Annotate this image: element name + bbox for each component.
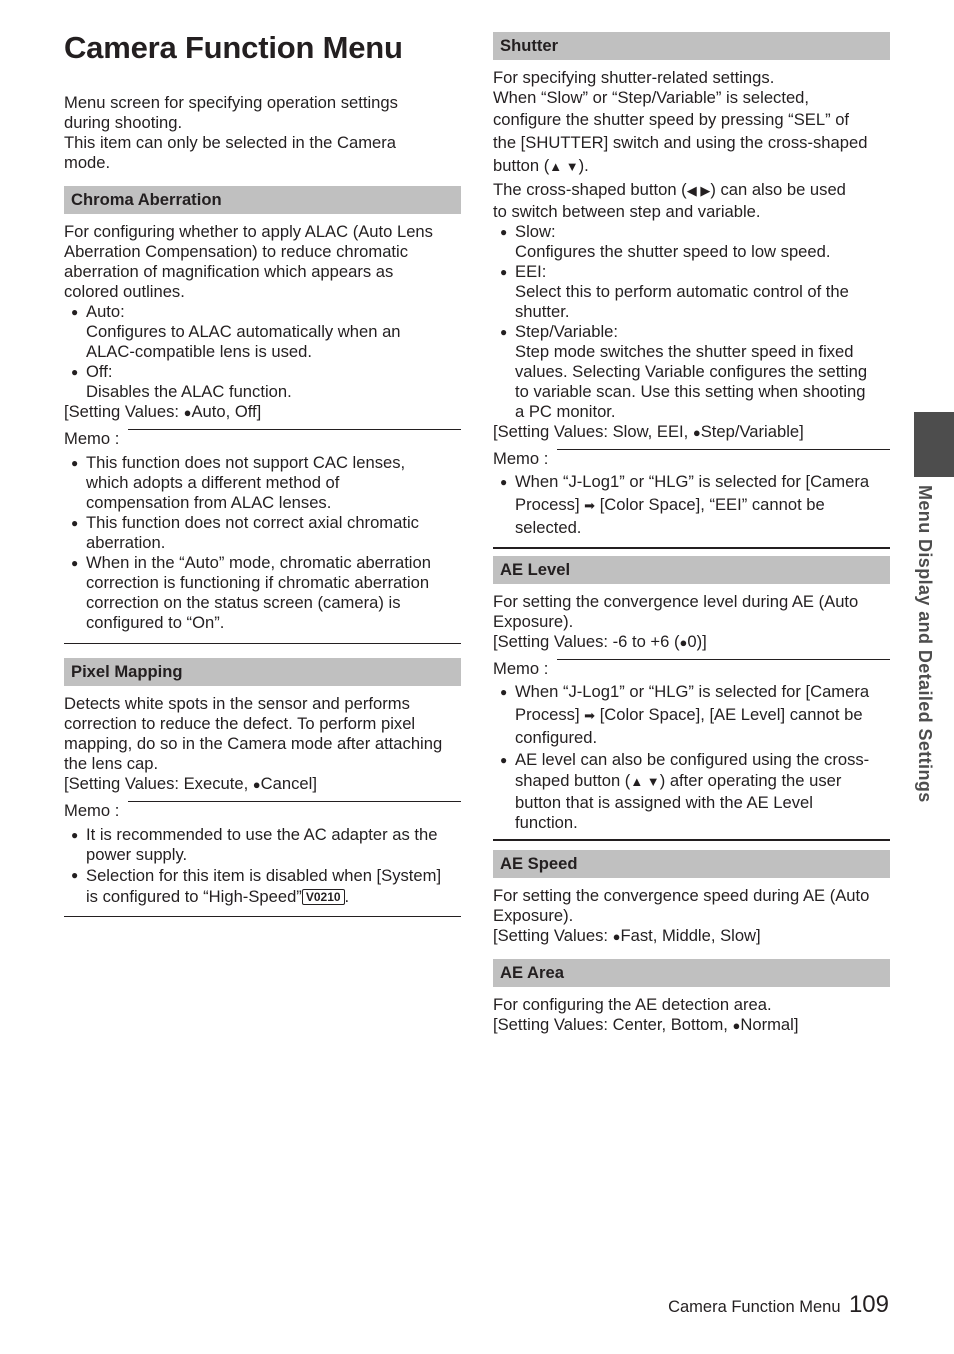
bullet-icon: ●: [71, 556, 79, 570]
bullet-icon: ●: [71, 516, 79, 530]
desc-line: When “Slow” or “Step/Variable” is selected,: [493, 88, 810, 107]
desc-line: colored outlines.: [64, 282, 185, 301]
option-item: ● Slow: Configures the shutter speed to low speed.: [500, 222, 831, 261]
bullet-icon: ●: [500, 752, 508, 767]
bullet-icon: ●: [71, 828, 79, 842]
intro-line: This item can only be selected in the Camera: [64, 133, 397, 152]
option-name: Off:: [86, 362, 113, 381]
bullet-icon: ●: [500, 265, 508, 279]
desc-line: correction to reduce the defect. To perform pixel: [64, 714, 416, 733]
bullet-icon: ●: [500, 685, 508, 699]
desc-line: Aberration Compensation) to reduce chromatic: [64, 242, 409, 261]
section-chroma-aberration: [64, 186, 461, 644]
desc-line: The cross-shaped button (◀ ▶) can also be used: [493, 180, 846, 199]
memo-heading: [493, 449, 890, 469]
section-ae-level: [493, 556, 890, 841]
memo-item: ● When “J-Log1” or “HLG” is selected for [Camera Process] ➡ [Color Space], [AE Level] cannot be configured.: [500, 682, 870, 747]
up-down-arrow-icon: ▲ ▼: [549, 159, 579, 174]
up-down-arrow-icon: ▲ ▼: [630, 773, 660, 789]
memo-item: ● It is recommended to use the AC adapter as the power supply.: [71, 825, 438, 864]
option-item: [64, 302, 461, 362]
section-divider: [493, 839, 890, 841]
section-header: AE Speed: [493, 850, 890, 878]
left-right-arrow-icon: ◀ ▶: [686, 183, 711, 198]
bullet-icon: ●: [500, 325, 508, 339]
desc-line: configure the shutter speed by pressing “SEL” of: [493, 110, 850, 129]
desc-line: the lens cap.: [64, 754, 159, 773]
section-header: AE Area: [493, 959, 890, 987]
section-header: Shutter: [493, 32, 890, 60]
option-desc: ALAC-compatible lens is used.: [86, 342, 312, 361]
page-footer: [668, 1291, 889, 1319]
desc-line: For configuring the AE detection area.: [493, 995, 772, 1014]
default-marker-icon: ●: [679, 635, 688, 650]
intro-line: Menu screen for specifying operation settings: [64, 93, 398, 112]
bullet-icon: ●: [71, 456, 79, 470]
section-pixel-mapping: [64, 658, 461, 917]
memo-divider: [128, 429, 461, 430]
chapter-tab-marker: [914, 412, 954, 477]
bullet-icon: ●: [500, 475, 508, 489]
default-marker-icon: ●: [612, 929, 621, 944]
bullet-icon: ●: [71, 868, 79, 882]
desc-line: Exposure).: [493, 612, 574, 631]
option-desc: Configures to ALAC automatically when an: [86, 322, 401, 341]
default-marker-icon: ●: [252, 777, 261, 792]
bullet-icon: ●: [71, 305, 79, 319]
bullet-icon: ●: [71, 365, 79, 379]
setting-values: [Setting Values: ●Auto, Off]: [64, 402, 262, 421]
desc-line: to switch between step and variable.: [493, 202, 761, 221]
section-header: Chroma Aberration: [64, 186, 461, 214]
desc-line: For setting the convergence speed during AE (Auto: [493, 886, 870, 905]
section-ae-speed: [493, 850, 890, 947]
memo-heading: [493, 659, 890, 679]
setting-values: [Setting Values: Center, Bottom, ●Normal]: [493, 1015, 799, 1034]
memo-item: ● This function does not support CAC lenses, which adopts a different method of compensation from ALAC lenses.: [71, 453, 406, 512]
option-item: [64, 362, 461, 402]
memo-divider: [557, 659, 890, 660]
model-badge: V0210: [302, 889, 345, 905]
desc-line: For configuring whether to apply ALAC (Auto Lens: [64, 222, 433, 241]
section-header: Pixel Mapping: [64, 658, 461, 686]
option-item: ● Step/Variable: Step mode switches the shutter speed in fixed values. Selecting Variable configures the setting to variable scan. Use this setting when shooting a PC monitor.: [500, 322, 868, 421]
setting-values: [Setting Values: ●Fast, Middle, Slow]: [493, 926, 761, 945]
desc-line: Detects white spots in the sensor and performs: [64, 694, 410, 713]
setting-values: [Setting Values: Slow, EEI, ●Step/Variable]: [493, 422, 804, 441]
memo-item: ● This function does not correct axial chromatic aberration.: [71, 513, 419, 552]
intro-line: during shooting.: [64, 113, 183, 132]
memo-divider: [128, 801, 461, 802]
desc-line: For setting the convergence level during AE (Auto: [493, 592, 859, 611]
section-header: AE Level: [493, 556, 890, 584]
memo-label: Memo :: [64, 429, 120, 448]
option-name: Auto:: [86, 302, 125, 321]
desc-line: the [SHUTTER] switch and using the cross-shaped: [493, 133, 868, 152]
memo-label: Memo :: [493, 659, 549, 678]
setting-values: [Setting Values: -6 to +6 (●0)]: [493, 632, 707, 651]
section-divider: [64, 643, 461, 644]
memo-item: ● When in the “Auto” mode, chromatic aberration correction is functioning if chromatic aberration correction on the status screen (camera) is configured to “On”.: [71, 553, 431, 632]
memo-label: Memo :: [493, 449, 549, 468]
page-number: 109: [848, 1291, 889, 1318]
intro-line: mode.: [64, 153, 111, 172]
desc-line: mapping, do so in the Camera mode after attaching: [64, 734, 443, 753]
memo-label: Memo :: [64, 801, 120, 820]
memo-item: ● AE level can also be configured using the cross- shaped button (▲ ▼) after operating the user button that is assigned with the AE Level function.: [500, 749, 870, 832]
memo-heading: [64, 429, 461, 449]
desc-line: For specifying shutter-related settings.: [493, 68, 775, 87]
memo-divider: [557, 449, 890, 450]
footer-label: Camera Function Menu: [668, 1298, 841, 1316]
memo-heading: [64, 801, 461, 821]
desc-line: button (▲ ▼).: [493, 156, 589, 175]
default-marker-icon: ●: [183, 405, 192, 420]
section-ae-area: [493, 959, 890, 1036]
desc-line: aberration of magnification which appears as: [64, 262, 394, 281]
desc-line: Exposure).: [493, 906, 574, 925]
chapter-tab-label: Menu Display and Detailed Settings: [915, 485, 935, 803]
section-divider: [64, 916, 461, 917]
memo-item: ● When “J-Log1” or “HLG” is selected for [Camera Process] ➡ [Color Space], “EEI” cannot be selected.: [500, 472, 870, 537]
section-shutter: [493, 32, 890, 549]
setting-values: [Setting Values: Execute, ●Cancel]: [64, 774, 317, 793]
section-divider: [493, 547, 890, 549]
intro-text: [64, 93, 461, 173]
default-marker-icon: ●: [692, 425, 701, 440]
right-arrow-icon: ➡: [584, 707, 596, 723]
right-arrow-icon: ➡: [584, 497, 596, 513]
option-item: ● EEI: Select this to perform automatic control of the shutter.: [500, 262, 849, 321]
memo-item: ● Selection for this item is disabled when [System] is configured to “High-Speed” V0210 .: [71, 866, 442, 906]
page-title: Camera Function Menu: [64, 30, 403, 65]
option-desc: Disables the ALAC function.: [86, 382, 292, 401]
default-marker-icon: ●: [732, 1018, 741, 1033]
bullet-icon: ●: [500, 225, 508, 239]
